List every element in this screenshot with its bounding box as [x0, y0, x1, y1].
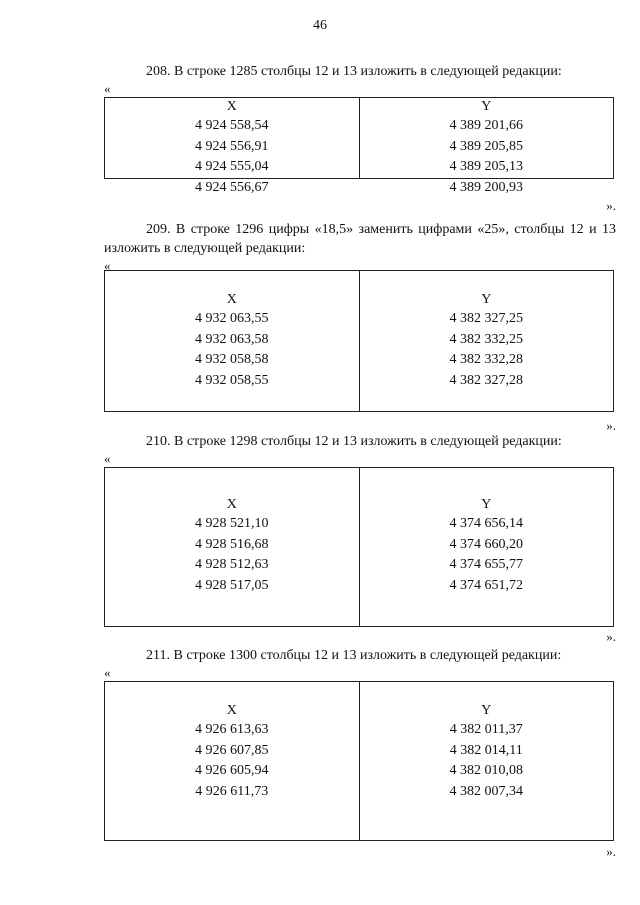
page-number: 46 — [313, 18, 327, 33]
opening-quote: « — [104, 451, 111, 466]
closing-quote: ». — [606, 629, 616, 644]
y-column-header: Y — [481, 497, 492, 512]
amendment-211 — [104, 646, 616, 859]
x-value: 4 924 555,04 — [195, 159, 269, 174]
opening-quote: « — [104, 81, 111, 96]
x-value: 4 924 558,54 — [195, 118, 269, 133]
y-value: 4 374 656,14 — [449, 516, 523, 531]
x-value: 4 928 517,05 — [195, 577, 269, 593]
x-value: 4 928 521,10 — [195, 516, 269, 531]
y-value: 4 389 200,93 — [449, 179, 523, 195]
y-value: 4 374 651,72 — [449, 577, 523, 593]
y-value: 4 374 655,77 — [449, 557, 523, 572]
y-value: 4 382 332,28 — [449, 352, 523, 367]
amendment-text: 209. В строке 1296 цифры «18,5» заменить цифрами «25», столбцы 12 и 13 изложить в следующей редакции: — [104, 222, 616, 256]
y-column-header: Y — [481, 99, 492, 114]
x-value: 4 924 556,67 — [195, 179, 269, 195]
amendment-text: 211. В строке 1300 столбцы 12 и 13 изложить в следующей редакции: — [146, 648, 562, 663]
y-value: 4 374 660,20 — [449, 536, 523, 552]
coordinates-table — [104, 681, 614, 841]
y-value: 4 382 014,11 — [449, 742, 523, 758]
closing-quote: ». — [606, 198, 616, 213]
y-value: 4 389 205,13 — [449, 159, 523, 174]
x-column — [105, 468, 359, 626]
amendment-text: 208. В строке 1285 столбцы 12 и 13 изложить в следующей редакции: — [146, 64, 562, 79]
opening-quote: « — [104, 665, 111, 680]
x-column — [105, 271, 359, 411]
x-value: 4 932 063,55 — [195, 311, 269, 326]
x-value: 4 928 512,63 — [195, 557, 269, 572]
amendment-210 — [104, 432, 616, 644]
coordinates-table — [104, 467, 614, 627]
amendment-208 — [104, 62, 616, 213]
closing-quote: ». — [606, 844, 616, 859]
y-column — [359, 682, 614, 840]
amendment-209 — [104, 220, 616, 433]
y-value: 4 382 010,08 — [449, 763, 523, 778]
x-value: 4 926 611,73 — [195, 783, 269, 799]
y-value: 4 382 011,37 — [449, 722, 523, 737]
y-value: 4 389 201,66 — [449, 118, 523, 133]
x-value: 4 928 516,68 — [195, 536, 269, 552]
x-column — [105, 682, 359, 840]
y-value: 4 389 205,85 — [449, 138, 523, 154]
x-value: 4 924 556,91 — [195, 138, 269, 154]
x-column-header: X — [226, 292, 237, 307]
y-column-header: Y — [481, 292, 492, 307]
amendment-text: 210. В строке 1298 столбцы 12 и 13 изложить в следующей редакции: — [146, 434, 562, 449]
y-value: 4 382 007,34 — [449, 783, 523, 799]
y-column-header: Y — [481, 703, 492, 718]
x-value: 4 926 607,85 — [195, 742, 269, 758]
closing-quote: ». — [606, 418, 616, 433]
y-column — [359, 468, 614, 626]
x-column-header: X — [226, 703, 237, 718]
y-value: 4 382 332,25 — [449, 331, 523, 347]
y-column — [359, 98, 614, 195]
x-column-header: X — [226, 497, 237, 512]
x-column — [105, 98, 359, 195]
y-value: 4 382 327,25 — [449, 311, 523, 326]
y-value: 4 382 327,28 — [449, 372, 523, 388]
coordinates-table — [104, 97, 614, 195]
opening-quote: « — [104, 258, 111, 273]
x-value: 4 932 058,58 — [195, 352, 269, 367]
y-column — [359, 271, 614, 411]
x-column-header: X — [226, 99, 237, 114]
x-value: 4 932 063,58 — [195, 331, 269, 347]
x-value: 4 926 613,63 — [195, 722, 269, 737]
x-value: 4 932 058,55 — [195, 372, 269, 388]
x-value: 4 926 605,94 — [195, 763, 269, 778]
coordinates-table — [104, 270, 614, 412]
